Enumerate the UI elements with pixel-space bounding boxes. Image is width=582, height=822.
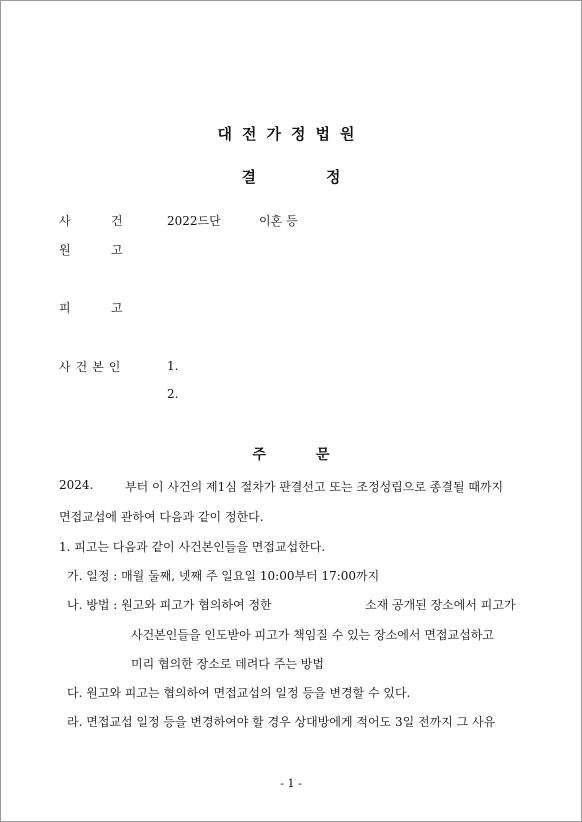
- document-type: [1, 166, 581, 187]
- order-intro-year: 2024.: [59, 478, 94, 492]
- order-item-1: 1. 피고는 다음과 같이 사건본인들을 면접교섭한다.: [59, 540, 326, 554]
- principal-2: 2.: [167, 387, 179, 401]
- defendant-label-2: 고: [111, 301, 123, 315]
- plaintiff-label-2: 고: [111, 243, 123, 257]
- defendant-label-1: 피: [59, 301, 71, 315]
- case-number: 2022드단: [167, 214, 221, 228]
- order-item-na-line-2: 사건본인들을 인도받아 피고가 책임질 수 있는 장소에서 면접교섭하고: [131, 628, 494, 642]
- document-type-right: 정: [326, 168, 341, 186]
- page-number: - 1 -: [280, 777, 302, 790]
- order-title-right: 문: [316, 447, 330, 463]
- principal-1: 1.: [167, 359, 179, 373]
- order-item-ga: 가. 일정 : 매월 둘째, 넷째 주 일요일 10:00부터 17:00까지: [67, 569, 380, 583]
- order-item-na-line-1a: 나. 방법 : 원고와 피고가 협의하여 정한: [67, 598, 272, 612]
- order-intro-line-2: 면접교섭에 관하여 다음과 같이 정한다.: [59, 510, 264, 524]
- order-intro-rest-wrap: [125, 478, 526, 495]
- case-label-1: 사: [59, 214, 71, 228]
- principals-label: 사건본인: [59, 360, 126, 374]
- plaintiff-label-1: 원: [59, 243, 71, 257]
- order-intro-rest: [125, 478, 526, 495]
- order-title-left: 주: [252, 447, 266, 463]
- document-type-left: 결: [241, 168, 256, 186]
- order-item-na-line-3: 미리 협의한 장소로 데려다 주는 방법: [131, 657, 324, 671]
- order-item-ra: 라. 면접교섭 일정 등을 변경하여야 할 경우 상대방에게 적어도 3일 전까지 그 사유: [67, 715, 496, 729]
- court-name: 대전가정법원: [217, 125, 365, 143]
- order-intro-rest-text: 부터 이 사건의 제1심 절차가 판결선고 또는 조정성립으로 종결될 때까지: [125, 480, 504, 494]
- case-label-2: 건: [111, 214, 123, 228]
- case-name: 이혼 등: [259, 214, 298, 228]
- order-item-na-line-1b: 소재 공개된 장소에서 피고가: [365, 598, 516, 612]
- order-title: [1, 444, 581, 464]
- order-item-da: 다. 원고와 피고는 협의하여 면접교섭의 일정 등을 변경할 수 있다.: [67, 686, 411, 700]
